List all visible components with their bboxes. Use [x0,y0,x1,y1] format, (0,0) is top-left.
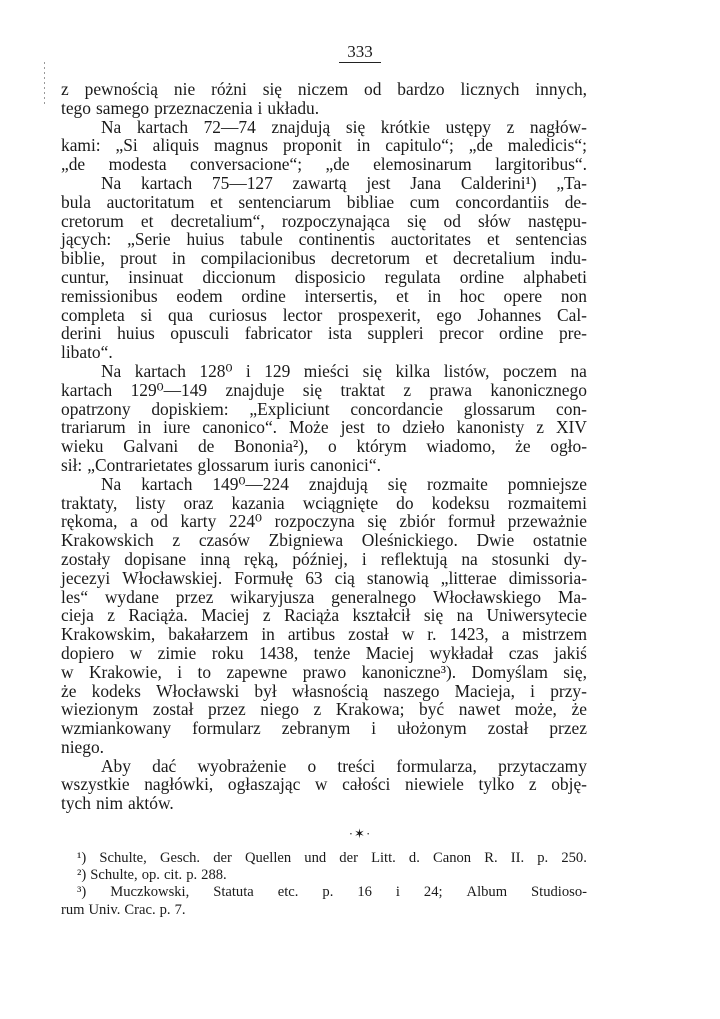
text-line: wzmiankowany formularz zebranym i ułożonym został przez [61,718,587,739]
text-line: Krakowskim, bakałarzem in artibus został w r. 1423, a mistrzem [61,624,587,645]
footnote-line: rum Univ. Crac. p. 7. [61,901,186,918]
footnotes [61,850,587,919]
text-line: jecezyi Włocławskiej. Formułę 63 cią stanowią „litterae dimissoria- [61,567,587,588]
margin-annotation-mark [44,62,45,106]
text-line: wieku Galvani de Bononia²), o którym wiadomo, że ogło- [61,436,587,457]
section-ornament: ·✶· [348,826,372,841]
text-line: bula auctoritatum et sentenciarum bibliae cum concordantiis de- [61,191,587,212]
text-line: rękoma, a od karty 224⁰ rozpoczyna się zbiór formuł przeważnie [61,511,587,532]
text-line: traktaty, listy oraz kazania wciągnięte do kodeksu rozmaitemi [61,492,587,513]
text-line: trariarum in iure canonico“. Może jest to dzieło kanonisty z XIV [61,417,587,438]
text-line: sił: „Contrarietates glossarum iuris canonici“. [61,454,381,475]
text-line: Na kartach 128⁰ i 129 mieści się kilka listów, poczem na [101,360,587,381]
text-line: Na kartach 75—127 zawartą jest Jana Calderini¹) „Ta- [101,172,587,193]
text-line: les“ wydane przez wikaryjusza generalnego Włocławskiego Ma- [61,586,587,607]
footnote-line: ²) Schulte, op. cit. p. 288. [77,867,227,884]
text-line: kartach 129⁰—149 znajduje się traktat z prawa kanonicznego [61,379,587,400]
text-line: Aby dać wyobrażenie o treści formularza, przytaczamy [101,755,587,776]
text-line: tych nim aktów. [61,793,174,814]
text-line: że kodeks Włocławski był własnością naszego Macieja, i przy- [61,680,587,701]
footnote-line: ³) Muczkowski, Statuta etc. p. 16 i 24; Album Studioso- [77,884,587,901]
text-line: Na kartach 149⁰—224 znajdują się rozmaite pomniejsze [101,473,587,494]
footnote-line: ¹) Schulte, Gesch. der Quellen und der Litt. d. Canon R. II. p. 250. [77,850,587,866]
text-line: kami: „Si aliquis magnus proponit in capitulo“; „de maledicis“; [61,135,587,156]
text-line: cieja z Raciąża. Maciej z Raciąża kształcił się na Uniwersytecie [61,605,587,626]
text-line: derini huius opusculi fabricator ista suppleri precor ordine pre- [61,323,587,344]
text-line: Na kartach 72—74 znajdują się krótkie ustępy z nagłów- [101,116,587,137]
text-line: w Krakowie, i to zapewne prawo kanoniczne³). Domyślam się, [61,661,587,682]
text-line: libato“. [61,342,113,363]
text-line: tego samego przeznaczenia i układu. [61,97,320,118]
text-line: dopiero w zimie roku 1438, tenże Maciej wykładał czas jakiś [61,642,587,663]
text-line: „de modesta conversacione“; „de elemosinarum largitoribus“. [61,154,587,175]
text-line: cuntur, insinuat diccionum disposicio regulata ordine alphabeti [61,266,587,287]
page-number: 333 [0,42,720,62]
text-line: opatrzony dopiskiem: „Expliciunt concordancie glossarum con- [61,398,587,419]
text-line: Krakowskich z czasów Zbigniewa Oleśnickiego. Dwie ostatnie [61,530,587,551]
text-line: biblie, prout in compilacionibus decretorum et decretalium indu- [61,248,587,269]
text-line: z pewnością nie różni się niczem od bardzo licznych innych, [61,79,587,99]
text-line: wiezionym został przez niego z Krakowa; być nawet może, że [61,699,587,720]
text-line: completa si qua curiosus lector prospexerit, ego Johannes Cal- [61,304,587,325]
text-line: remissionibus eodem ordine intersertis, et in hoc opere non [61,285,587,306]
text-line: niego. [61,736,104,757]
text-line: zostały dopisane inną ręką, później, i reflektują na stosunki dy- [61,548,587,569]
text-line: jących: „Serie huius tabule continentis auctoritates et sentencias [61,229,587,250]
text-line: cretorum et decretalium“, rozpoczynająca się od słów następu- [61,210,587,231]
text-line: wszystkie nagłówki, ogłaszając w całości niewiele tylko z obję- [61,774,587,795]
main-body-text [61,80,587,813]
